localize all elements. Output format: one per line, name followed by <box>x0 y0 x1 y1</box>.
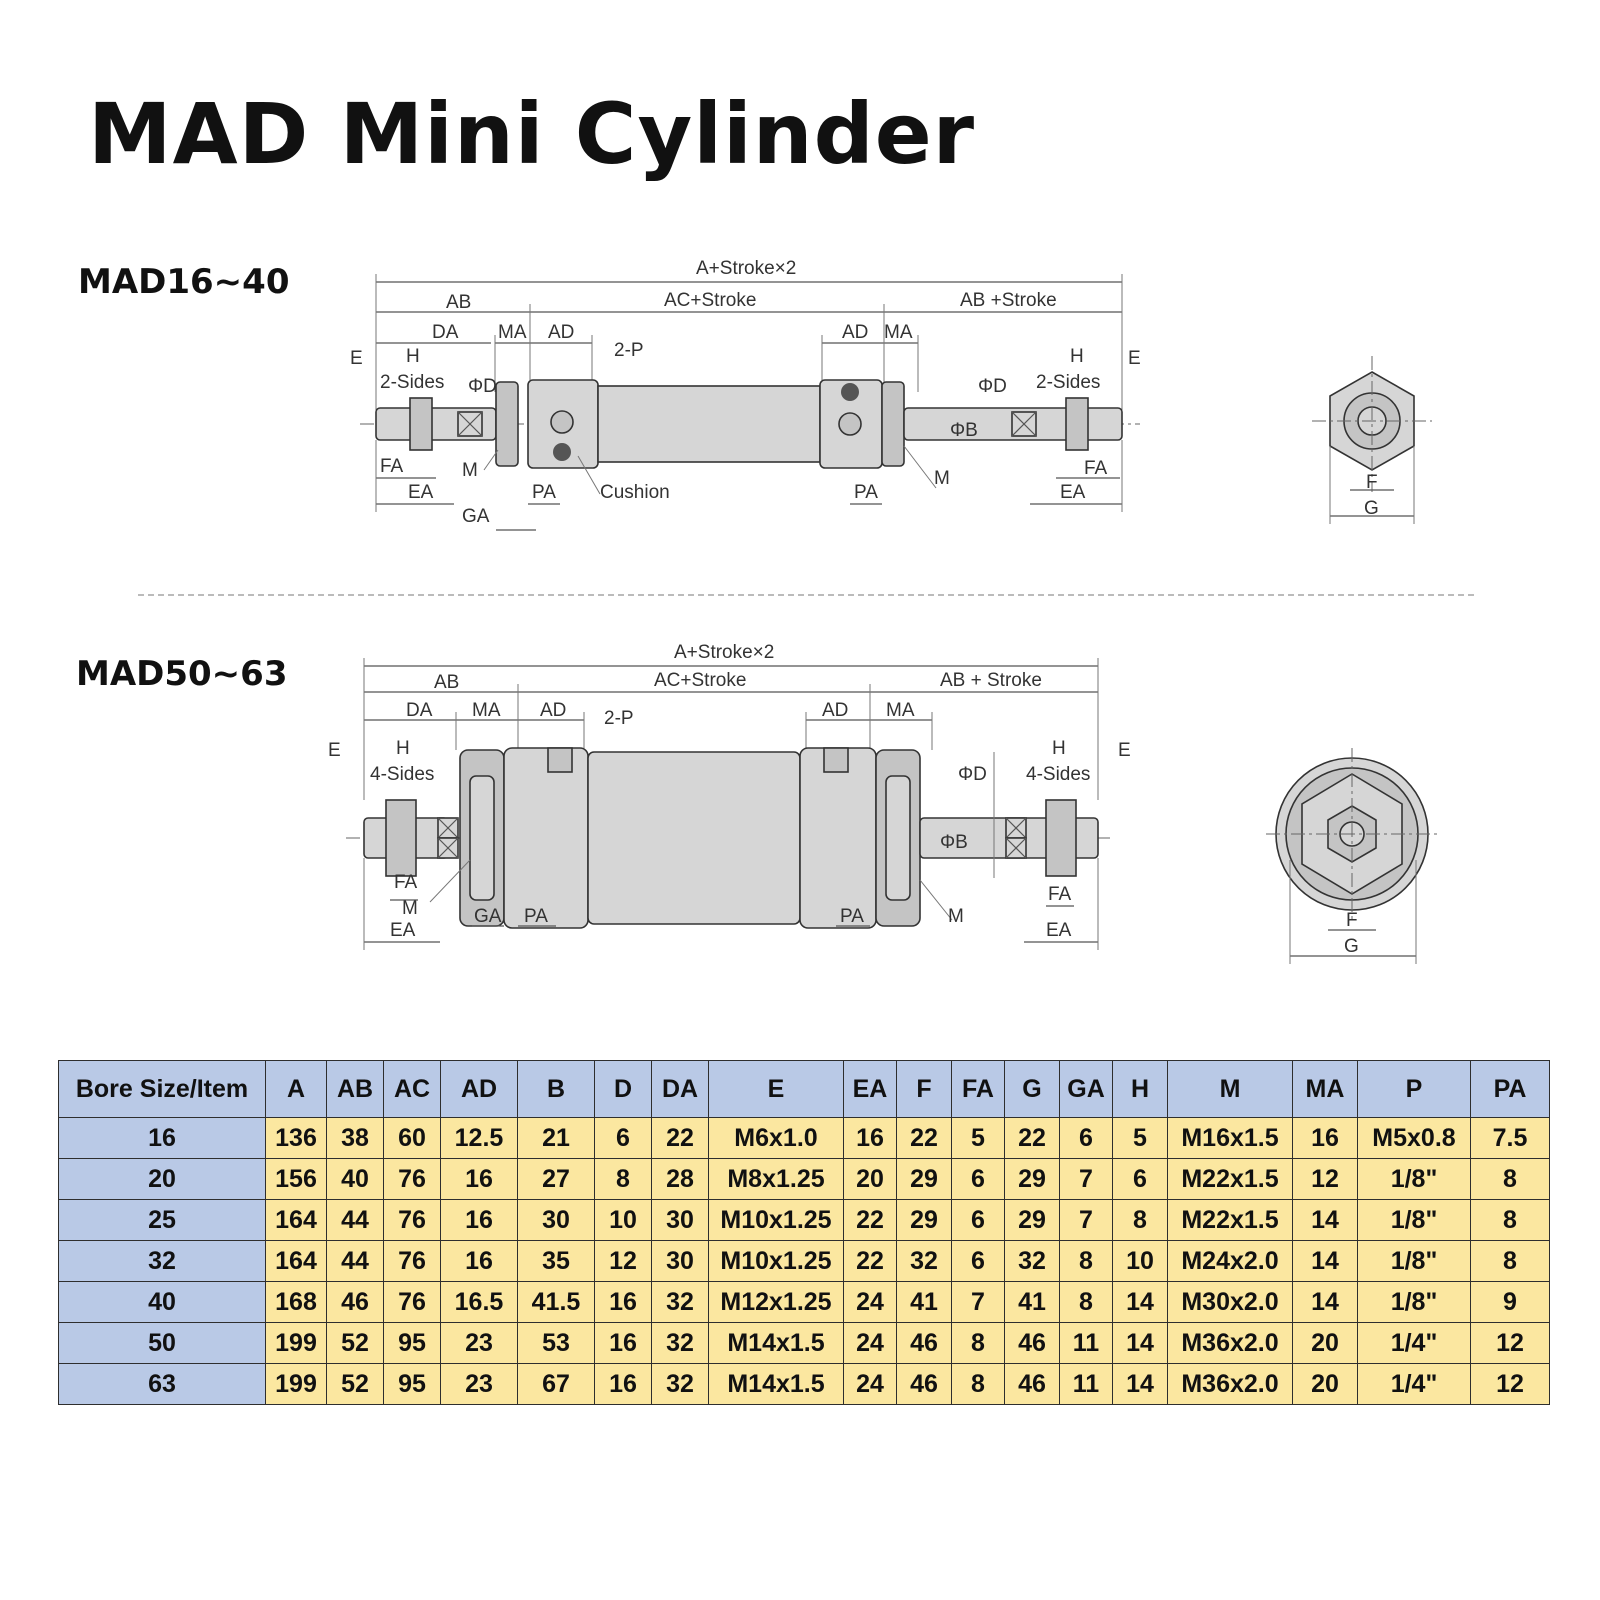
dim-ea-right: EA <box>1060 482 1086 503</box>
table-cell: 7.5 <box>1471 1118 1550 1159</box>
label-phi-d-right: ΦD <box>978 376 1007 397</box>
label-e-left: E <box>350 348 363 369</box>
table-cell: 22 <box>897 1118 952 1159</box>
table-cell: M24x2.0 <box>1168 1241 1293 1282</box>
table-cell: 32 <box>652 1282 709 1323</box>
table-cell: 10 <box>1113 1241 1168 1282</box>
table-cell: 22 <box>652 1118 709 1159</box>
table-cell: 1/4" <box>1358 1364 1471 1405</box>
table-cell: 41 <box>1005 1282 1060 1323</box>
dim-g: G <box>1364 498 1379 519</box>
table-cell: 24 <box>844 1323 897 1364</box>
table-cell: 52 <box>327 1323 384 1364</box>
label-m-left: M <box>462 460 478 481</box>
label-m-left-2: M <box>402 898 418 919</box>
table-cell: 21 <box>518 1118 595 1159</box>
table-cell: M14x1.5 <box>709 1364 844 1405</box>
header-h: H <box>1113 1061 1168 1118</box>
table-cell: 22 <box>844 1241 897 1282</box>
table-cell: 6 <box>595 1118 652 1159</box>
table-cell: 8 <box>1060 1241 1113 1282</box>
table-cell: 16.5 <box>441 1282 518 1323</box>
header-ea: EA <box>844 1061 897 1118</box>
table-cell: 7 <box>1060 1159 1113 1200</box>
dim-ma-left-2: MA <box>472 700 501 721</box>
table-cell: 7 <box>1060 1200 1113 1241</box>
dim-da: DA <box>432 322 459 343</box>
model-label-mad16-40: MAD16~40 <box>78 262 290 302</box>
table-cell: 23 <box>441 1364 518 1405</box>
table-cell: 12 <box>1471 1364 1550 1405</box>
table-cell: 32 <box>1005 1241 1060 1282</box>
table-cell: 199 <box>266 1364 327 1405</box>
dim-fa-right: FA <box>1084 458 1108 479</box>
table-cell: 156 <box>266 1159 327 1200</box>
table-cell: 30 <box>652 1241 709 1282</box>
table-cell: 28 <box>652 1159 709 1200</box>
label-e-left-2: E <box>328 740 341 761</box>
table-cell: 12.5 <box>441 1118 518 1159</box>
table-cell: 23 <box>441 1323 518 1364</box>
header-b: B <box>518 1061 595 1118</box>
label-m-right-2: M <box>948 906 964 927</box>
table-header-row <box>59 1061 1550 1118</box>
table-cell: 76 <box>384 1200 441 1241</box>
dim-fa-right-2: FA <box>1048 884 1072 905</box>
header-f: F <box>897 1061 952 1118</box>
table-cell: 8 <box>1113 1200 1168 1241</box>
bore-size-cell: 25 <box>59 1200 266 1241</box>
table-cell: M22x1.5 <box>1168 1200 1293 1241</box>
dim-ma-left: MA <box>498 322 527 343</box>
table-cell: 32 <box>897 1241 952 1282</box>
table-cell: 14 <box>1293 1241 1358 1282</box>
label-sides-right: 2-Sides <box>1036 372 1101 393</box>
table-cell: 6 <box>1113 1159 1168 1200</box>
table-cell: 41 <box>897 1282 952 1323</box>
dim-pa-left: PA <box>532 482 556 503</box>
table-cell: 16 <box>441 1241 518 1282</box>
dimension-table <box>58 1060 1550 1405</box>
table-cell: 136 <box>266 1118 327 1159</box>
header-ma: MA <box>1293 1061 1358 1118</box>
table-cell: 16 <box>441 1159 518 1200</box>
label-sides-right-2: 4-Sides <box>1026 764 1091 785</box>
dim-ea-left: EA <box>408 482 434 503</box>
dim-ac-2: AC+Stroke <box>654 670 747 691</box>
table-cell: 1/8" <box>1358 1241 1471 1282</box>
table-cell: 60 <box>384 1118 441 1159</box>
dim-ab-stroke-2: AB + Stroke <box>940 670 1042 691</box>
table-cell: 16 <box>595 1282 652 1323</box>
table-cell: 27 <box>518 1159 595 1200</box>
table-cell: 52 <box>327 1364 384 1405</box>
table-cell: 7 <box>952 1282 1005 1323</box>
table-cell: M30x2.0 <box>1168 1282 1293 1323</box>
table-cell: M14x1.5 <box>709 1323 844 1364</box>
table-cell: 41.5 <box>518 1282 595 1323</box>
label-h-right: H <box>1070 346 1084 367</box>
cylinder-drawing-mad16-40 <box>350 258 1432 530</box>
table-cell: 14 <box>1113 1364 1168 1405</box>
table-cell: 6 <box>952 1159 1005 1200</box>
table-row <box>59 1200 1550 1241</box>
table-cell: 32 <box>652 1364 709 1405</box>
dim-ad-right: AD <box>842 322 869 343</box>
dim-ma-right: MA <box>884 322 913 343</box>
table-cell: 95 <box>384 1364 441 1405</box>
label-h-right-2: H <box>1052 738 1066 759</box>
table-cell: 22 <box>1005 1118 1060 1159</box>
table-cell: M8x1.25 <box>709 1159 844 1200</box>
header-bore-size: Bore Size/Item <box>59 1061 266 1118</box>
table-cell: 16 <box>595 1364 652 1405</box>
model-label-mad50-63: MAD50~63 <box>76 654 288 694</box>
dim-ga: GA <box>462 506 490 527</box>
table-cell: 8 <box>1471 1159 1550 1200</box>
dim-pa-left-2: PA <box>524 906 548 927</box>
dim-da-2: DA <box>406 700 433 721</box>
dim-ab-2: AB <box>434 672 460 693</box>
dim-f-2: F <box>1346 910 1358 931</box>
table-cell: 5 <box>952 1118 1005 1159</box>
table-cell: 46 <box>897 1364 952 1405</box>
table-cell: 11 <box>1060 1323 1113 1364</box>
table-cell: 8 <box>952 1364 1005 1405</box>
table-cell: 95 <box>384 1323 441 1364</box>
bore-size-cell: 63 <box>59 1364 266 1405</box>
header-d: D <box>595 1061 652 1118</box>
label-phi-b: ΦB <box>950 420 978 441</box>
table-cell: 67 <box>518 1364 595 1405</box>
dim-f: F <box>1366 472 1378 493</box>
table-cell: 199 <box>266 1323 327 1364</box>
dim-ea-right-2: EA <box>1046 920 1072 941</box>
header-da: DA <box>652 1061 709 1118</box>
table-cell: 38 <box>327 1118 384 1159</box>
table-cell: 30 <box>652 1200 709 1241</box>
label-h-left-2: H <box>396 738 410 759</box>
header-ad: AD <box>441 1061 518 1118</box>
table-cell: 22 <box>844 1200 897 1241</box>
table-cell: 5 <box>1113 1118 1168 1159</box>
table-cell: 76 <box>384 1159 441 1200</box>
header-m: M <box>1168 1061 1293 1118</box>
table-cell: 32 <box>652 1323 709 1364</box>
label-m-right: M <box>934 468 950 489</box>
table-row <box>59 1241 1550 1282</box>
dim-ac: AC+Stroke <box>664 290 757 311</box>
table-cell: 12 <box>1471 1323 1550 1364</box>
table-row <box>59 1364 1550 1405</box>
table-cell: 8 <box>1060 1282 1113 1323</box>
table-cell: 8 <box>1471 1200 1550 1241</box>
table-cell: 14 <box>1113 1282 1168 1323</box>
dim-ad-left-2: AD <box>540 700 567 721</box>
bore-size-cell: 50 <box>59 1323 266 1364</box>
table-cell: 20 <box>1293 1323 1358 1364</box>
header-p: P <box>1358 1061 1471 1118</box>
dim-fa-left-2: FA <box>394 872 418 893</box>
table-cell: 168 <box>266 1282 327 1323</box>
table-cell: 76 <box>384 1241 441 1282</box>
table-cell: 164 <box>266 1241 327 1282</box>
table-cell: 8 <box>952 1323 1005 1364</box>
table-cell: 40 <box>327 1159 384 1200</box>
label-h-left: H <box>406 346 420 367</box>
table-cell: 1/8" <box>1358 1159 1471 1200</box>
table-cell: 10 <box>595 1200 652 1241</box>
table-cell: 6 <box>952 1200 1005 1241</box>
table-cell: 1/8" <box>1358 1282 1471 1323</box>
table-cell: 30 <box>518 1200 595 1241</box>
table-cell: 8 <box>595 1159 652 1200</box>
table-cell: M36x2.0 <box>1168 1323 1293 1364</box>
table-cell: 6 <box>952 1241 1005 1282</box>
dim-fa-left: FA <box>380 456 404 477</box>
header-ga: GA <box>1060 1061 1113 1118</box>
label-sides-left: 2-Sides <box>380 372 445 393</box>
table-cell: 16 <box>595 1323 652 1364</box>
table-cell: M22x1.5 <box>1168 1159 1293 1200</box>
table-cell: 29 <box>897 1200 952 1241</box>
dim-overall: A+Stroke×2 <box>696 258 797 279</box>
table-cell: 53 <box>518 1323 595 1364</box>
dim-g-2: G <box>1344 936 1359 957</box>
table-row <box>59 1118 1550 1159</box>
bore-size-cell: 16 <box>59 1118 266 1159</box>
table-cell: M12x1.25 <box>709 1282 844 1323</box>
table-row <box>59 1282 1550 1323</box>
label-port-2: 2-P <box>604 708 634 729</box>
label-e-right: E <box>1128 348 1141 369</box>
table-row <box>59 1159 1550 1200</box>
table-cell: 1/8" <box>1358 1200 1471 1241</box>
dim-ma-right-2: MA <box>886 700 915 721</box>
table-row <box>59 1323 1550 1364</box>
table-cell: 20 <box>1293 1364 1358 1405</box>
dim-pa-right: PA <box>854 482 878 503</box>
table-cell: M10x1.25 <box>709 1241 844 1282</box>
table-cell: 46 <box>1005 1364 1060 1405</box>
table-cell: M10x1.25 <box>709 1200 844 1241</box>
table-cell: 9 <box>1471 1282 1550 1323</box>
label-port: 2-P <box>614 340 644 361</box>
table-cell: 12 <box>595 1241 652 1282</box>
label-cushion: Cushion <box>600 482 670 503</box>
page-title: MAD Mini Cylinder <box>88 85 976 183</box>
table-cell: 16 <box>1293 1118 1358 1159</box>
table-cell: 16 <box>441 1200 518 1241</box>
table-cell: 20 <box>844 1159 897 1200</box>
dim-ad-right-2: AD <box>822 700 849 721</box>
table-cell: 29 <box>1005 1159 1060 1200</box>
header-fa: FA <box>952 1061 1005 1118</box>
table-cell: 16 <box>844 1118 897 1159</box>
label-e-right-2: E <box>1118 740 1131 761</box>
table-cell: 164 <box>266 1200 327 1241</box>
header-pa: PA <box>1471 1061 1550 1118</box>
label-phi-b-2: ΦB <box>940 832 968 853</box>
table-cell: 14 <box>1113 1323 1168 1364</box>
cylinder-drawing-mad50-63 <box>328 642 1438 964</box>
dim-ab: AB <box>446 292 472 313</box>
header-ab: AB <box>327 1061 384 1118</box>
dim-pa-right-2: PA <box>840 906 864 927</box>
header-g: G <box>1005 1061 1060 1118</box>
bore-size-cell: 32 <box>59 1241 266 1282</box>
table-cell: 12 <box>1293 1159 1358 1200</box>
dim-ga-2: GA <box>474 906 502 927</box>
table-cell: 46 <box>897 1323 952 1364</box>
table-cell: 35 <box>518 1241 595 1282</box>
label-sides-left-2: 4-Sides <box>370 764 435 785</box>
header-ac: AC <box>384 1061 441 1118</box>
table-cell: 46 <box>1005 1323 1060 1364</box>
bore-size-cell: 40 <box>59 1282 266 1323</box>
table-cell: 46 <box>327 1282 384 1323</box>
table-cell: 14 <box>1293 1200 1358 1241</box>
table-cell: 44 <box>327 1200 384 1241</box>
table-cell: M16x1.5 <box>1168 1118 1293 1159</box>
dim-ad-left: AD <box>548 322 575 343</box>
table-cell: 24 <box>844 1364 897 1405</box>
dim-overall-2: A+Stroke×2 <box>674 642 775 663</box>
dim-ab-stroke: AB +Stroke <box>960 290 1057 311</box>
header-a: A <box>266 1061 327 1118</box>
table-cell: 44 <box>327 1241 384 1282</box>
bore-size-cell: 20 <box>59 1159 266 1200</box>
header-e: E <box>709 1061 844 1118</box>
label-phi-d-2: ΦD <box>958 764 987 785</box>
table-cell: 1/4" <box>1358 1323 1471 1364</box>
table-cell: 6 <box>1060 1118 1113 1159</box>
dim-ea-left-2: EA <box>390 920 416 941</box>
label-phi-d-left: ΦD <box>468 376 497 397</box>
table-cell: M5x0.8 <box>1358 1118 1471 1159</box>
table-cell: 29 <box>897 1159 952 1200</box>
table-cell: M6x1.0 <box>709 1118 844 1159</box>
table-cell: 14 <box>1293 1282 1358 1323</box>
table-cell: 24 <box>844 1282 897 1323</box>
table-cell: 76 <box>384 1282 441 1323</box>
table-cell: M36x2.0 <box>1168 1364 1293 1405</box>
table-cell: 11 <box>1060 1364 1113 1405</box>
table-cell: 29 <box>1005 1200 1060 1241</box>
table-cell: 8 <box>1471 1241 1550 1282</box>
